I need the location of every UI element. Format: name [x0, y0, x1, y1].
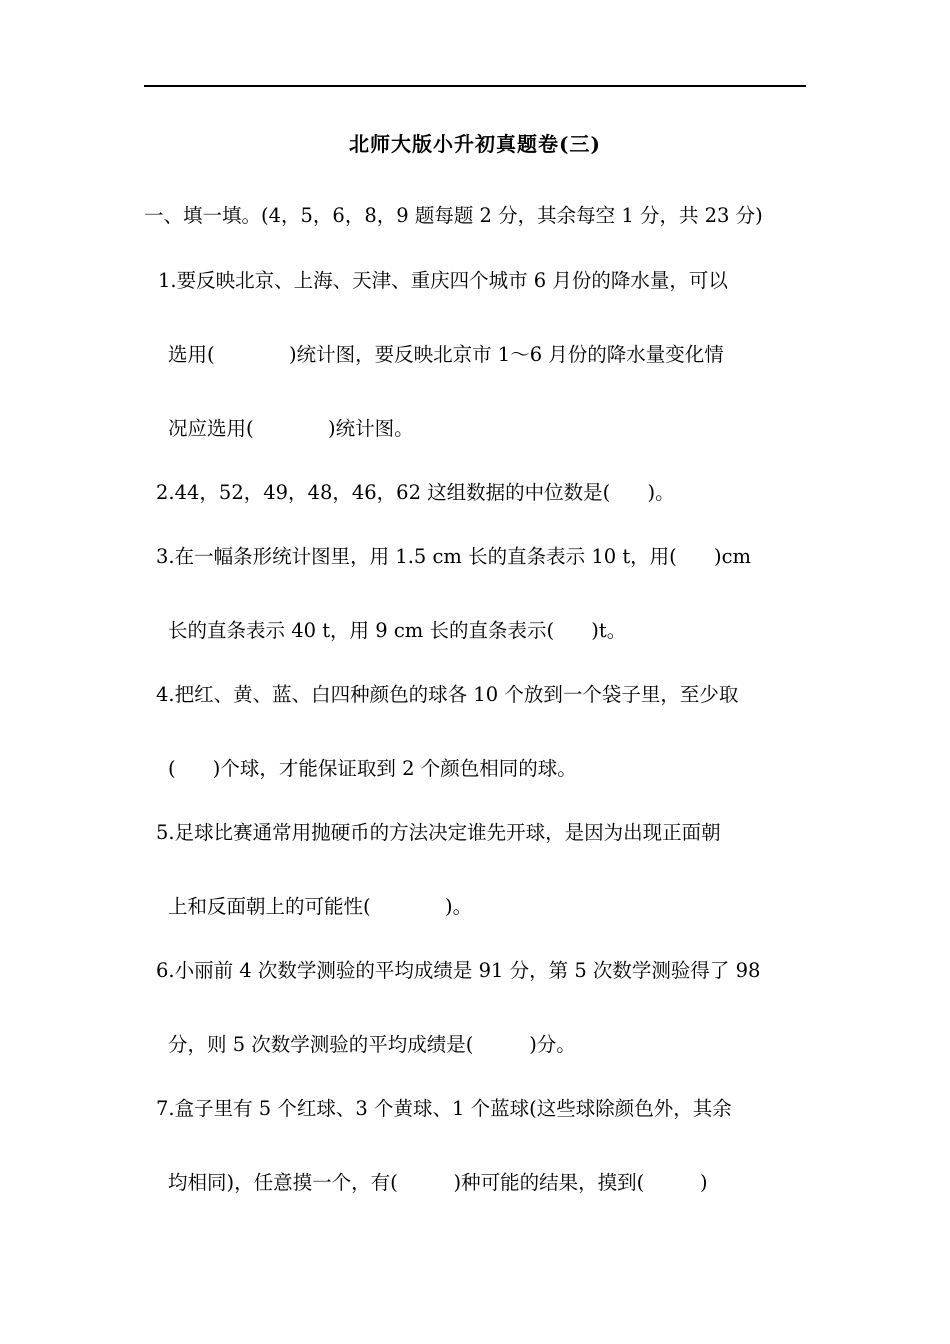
question-3-line-1: 3.在一幅条形统计图里，用 1.5 cm 长的直条表示 10 t，用( )cm	[156, 545, 751, 568]
question-5-line-2: 上和反面朝上的可能性( )。	[168, 895, 473, 918]
question-6-line-1: 6.小丽前 4 次数学测验的平均成绩是 91 分，第 5 次数学测验得了 98	[156, 959, 761, 982]
section-heading: 一、填一填。(4，5，6，8，9 题每题 2 分，其余每空 1 分，共 23 分)	[144, 204, 763, 227]
question-1-line-3: 况应选用( )统计图。	[168, 417, 414, 440]
question-7-line-1: 7.盒子里有 5 个红球、3 个黄球、1 个蓝球(这些球除颜色外，其余	[156, 1097, 732, 1120]
question-4-line-2: ( )个球，才能保证取到 2 个颜色相同的球。	[168, 757, 577, 780]
question-1-line-2: 选用( )统计图，要反映北京市 1～6 月份的降水量变化情	[168, 343, 724, 366]
page-title: 北师大版小升初真题卷(三)	[349, 132, 601, 156]
question-5-line-1: 5.足球比赛通常用抛硬币的方法决定谁先开球，是因为出现正面朝	[156, 821, 721, 844]
question-4-line-1: 4.把红、黄、蓝、白四种颜色的球各 10 个放到一个袋子里，至少取	[156, 683, 739, 706]
question-7-line-2: 均相同)，任意摸一个，有( )种可能的结果，摸到( )	[168, 1171, 708, 1194]
question-3-line-2: 长的直条表示 40 t，用 9 cm 长的直条表示( )t。	[168, 619, 627, 642]
question-2-line-1: 2.44，52，49，48，46，62 这组数据的中位数是( )。	[156, 481, 675, 504]
header-rule	[144, 85, 806, 87]
question-1-line-1: 1.要反映北京、上海、天津、重庆四个城市 6 月份的降水量，可以	[158, 269, 728, 292]
question-6-line-2: 分，则 5 次数学测验的平均成绩是( )分。	[168, 1033, 576, 1056]
